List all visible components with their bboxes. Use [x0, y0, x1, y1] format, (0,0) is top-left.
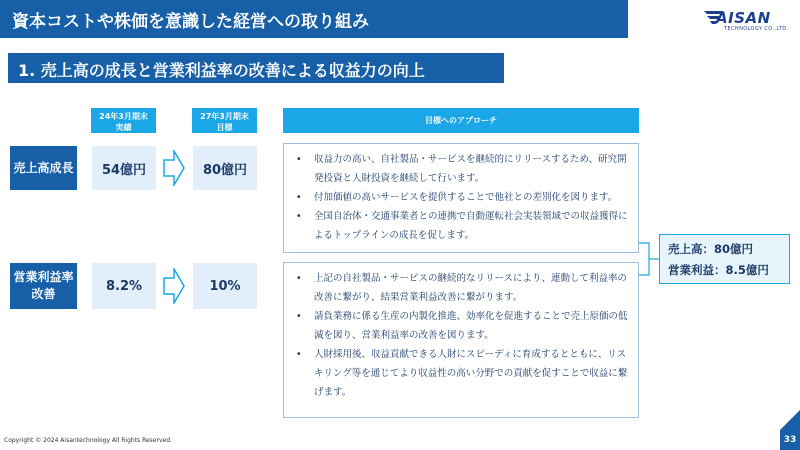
corner-decoration — [780, 410, 800, 430]
slide-header — [0, 0, 800, 38]
column-header-target — [192, 108, 257, 133]
column-header-target-line2: 目標 — [216, 123, 233, 132]
logo-text: AISAN — [716, 9, 771, 27]
approach-item — [292, 150, 630, 188]
column-header-approach: 目標へのアプローチ — [283, 108, 639, 133]
approach-text: 全国自治体・交通事業者との連携で自動運転社会実装領域での収益獲得によるトップラインの成長を促します。 — [314, 211, 628, 241]
header-slant — [600, 0, 628, 38]
bullet-icon: • — [296, 154, 302, 165]
margin-approach-box — [283, 262, 639, 418]
bullet-icon: • — [296, 273, 302, 284]
arrow-right-icon — [163, 268, 185, 304]
column-header-actual-line1: 24年3月期末 — [99, 112, 148, 121]
margin-actual-value: 8.2% — [92, 263, 156, 309]
result-operating-profit: 営業利益：8.5億円 — [668, 263, 769, 277]
approach-text: 上記の自社製品・サービスの継続的なリリースにより、連動して利益率の改善に繋がり、結果営業利益改善に繋がります。 — [314, 273, 628, 303]
approach-item — [292, 188, 630, 207]
row-label-sales-growth-text: 売上高成長 — [13, 160, 74, 175]
approach-item — [292, 207, 630, 245]
approach-text: 人財採用後、収益貢献できる人財にスピーディに育成するとともに、リスキリング等を通じてより収益性の高い分野での貢献を促すことで収益に繋げます。 — [314, 349, 628, 398]
column-header-actual — [91, 108, 156, 133]
row-label-operating-margin-line2: 改善 — [31, 287, 56, 301]
column-header-actual-line2: 実績 — [115, 123, 132, 132]
section-title: 1. 売上高の成長と営業利益率の改善による収益力の向上 — [8, 53, 504, 83]
logo-subtext: TECHNOLOGY CO.,LTD. — [724, 26, 789, 32]
sales-actual-value: 54億円 — [92, 146, 156, 190]
bullet-icon: • — [296, 311, 302, 322]
margin-target-value: 10% — [193, 263, 257, 309]
approach-item — [292, 269, 630, 307]
approach-text: 請負業務に係る生産の内製化推進、効率化を促進することで売上原価の低減を図り、営業利益率の改善を図ります。 — [314, 311, 628, 341]
approach-item — [292, 307, 630, 345]
page-number: 33 — [780, 430, 800, 450]
row-label-sales-growth — [10, 146, 77, 190]
bullet-icon: • — [296, 349, 302, 360]
bracket-connector — [639, 233, 659, 285]
slide-title: 資本コストや株価を意識した経営への取り組み — [12, 12, 369, 32]
sales-target-value: 80億円 — [193, 146, 257, 190]
target-result-box — [659, 234, 790, 284]
approach-item — [292, 345, 630, 402]
row-label-operating-margin — [10, 263, 77, 309]
aisan-logo — [704, 9, 789, 35]
column-header-target-line1: 27年3月期末 — [200, 112, 249, 121]
sales-approach-box — [283, 143, 639, 253]
bullet-icon: • — [296, 192, 302, 203]
row-label-operating-margin-line1: 営業利益率 — [13, 270, 74, 284]
arrow-right-icon — [163, 150, 185, 186]
copyright-text: Copyright © 2024 Aisantechnology All Rights Reserved. — [4, 437, 172, 444]
approach-text: 付加価値の高いサービスを提供することで他社との差別化を図ります。 — [314, 192, 618, 203]
approach-text: 収益力の高い、自社製品・サービスを継続的にリリースするため、研究開発投資と人財投資を継続して行います。 — [314, 154, 627, 184]
bullet-icon: • — [296, 211, 302, 222]
result-sales: 売上高：80億円 — [668, 242, 754, 256]
